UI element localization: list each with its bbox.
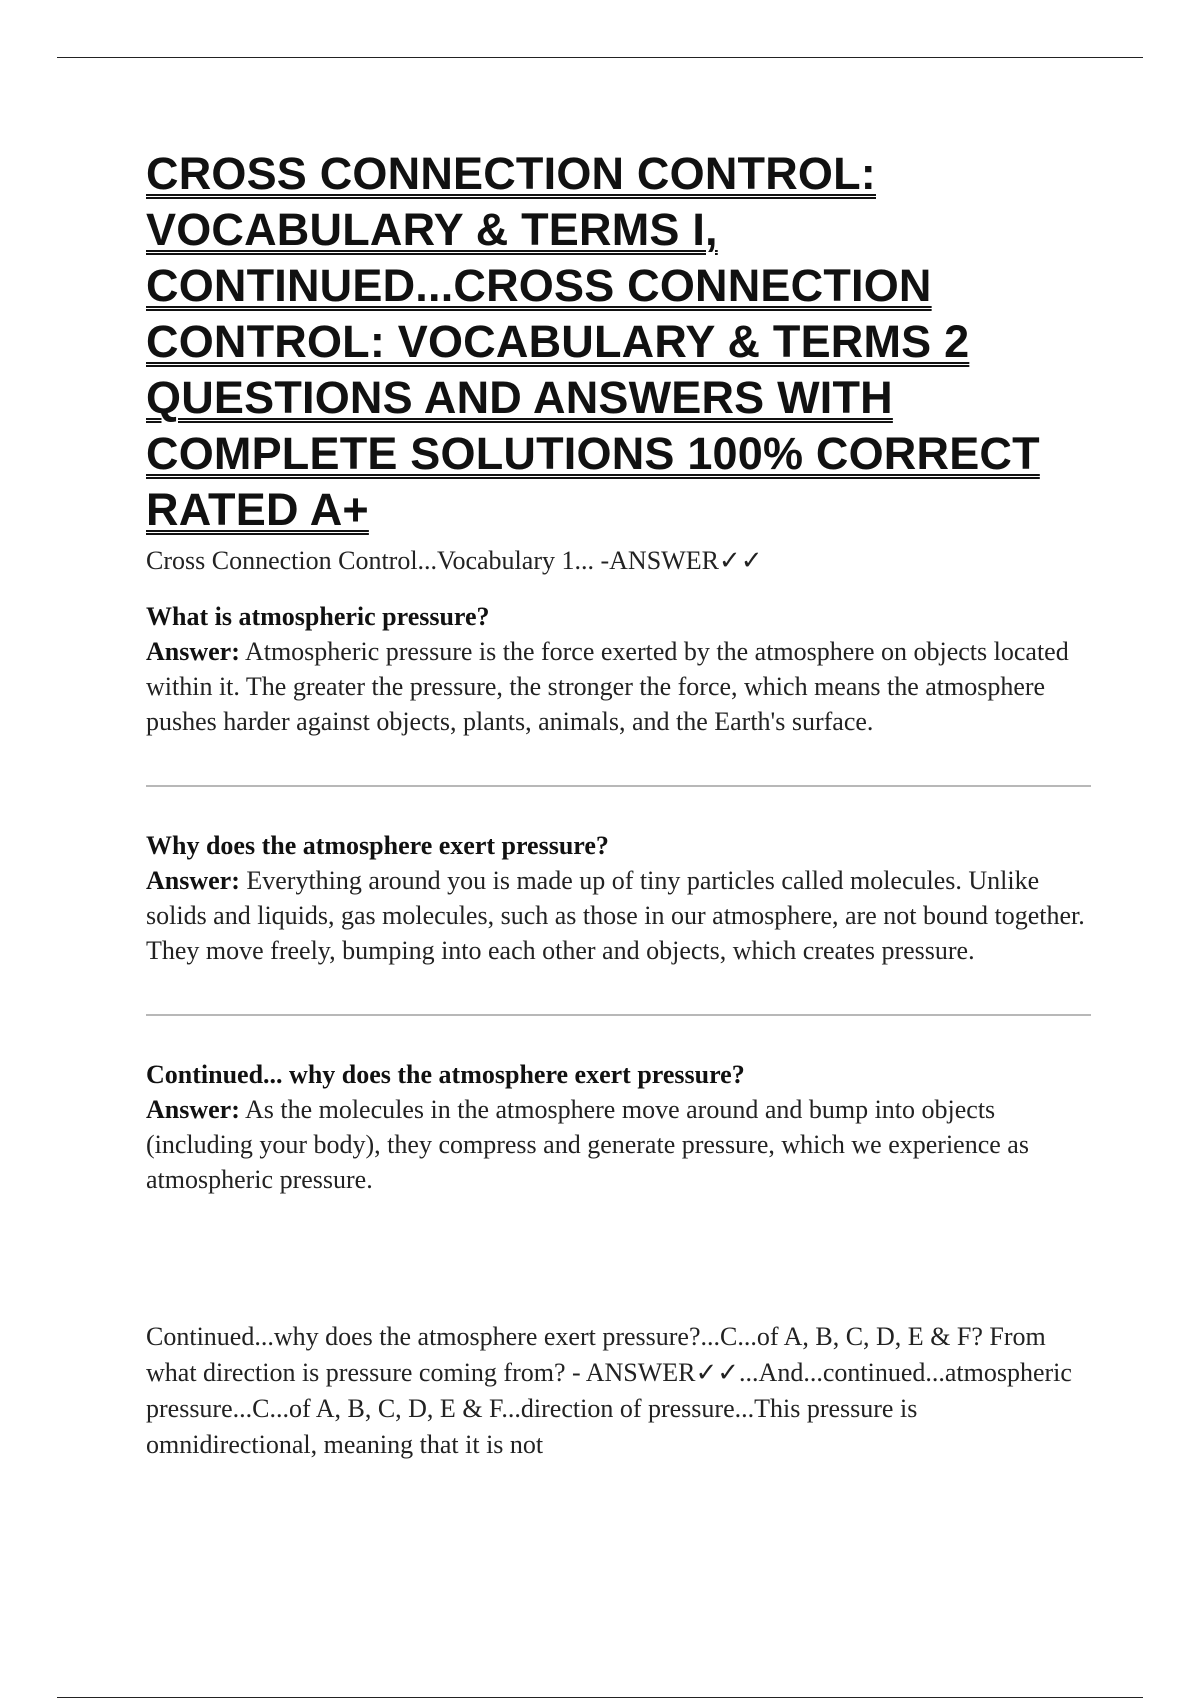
top-page-rule xyxy=(57,57,1143,58)
qa-question: What is atmospheric pressure? xyxy=(146,602,490,631)
qa-answer xyxy=(146,863,1091,968)
qa-answer-text: As the molecules in the atmosphere move around and bump into objects (including your body), they compress and generate pressure, which we experience as atmospheric pressure. xyxy=(146,1095,1029,1194)
document-body xyxy=(146,146,1091,1489)
qa-question: Why does the atmosphere exert pressure? xyxy=(146,831,609,860)
qa-block xyxy=(146,600,1091,739)
document-title: CROSS CONNECTION CONTROL: VOCABULARY & TERMS I, CONTINUED...CROSS CONNECTION CONTROL: VOCABULARY & TERMS 2 QUESTIONS AND ANSWERS WITH COMPLETE SOLUTIONS 100% CORRECT RATED A+ xyxy=(146,148,1040,535)
closing-paragraph: Continued...why does the atmosphere exert pressure?...C...of A, B, C, D, E & F? From what direction is pressure coming from? - ANSWER✓✓...And...continued...atmospheric pressure...C...of A, B, C, D, E & F...direction of pressure...This pressure is omnidirectional, meaning that it is not xyxy=(146,1322,1072,1459)
qa-answer xyxy=(146,1092,1091,1197)
qa-answer-text: Atmospheric pressure is the force exerted by the atmosphere on objects located within it. The greater the pressure, the stronger the force, which means the atmosphere pushes harder against objects, plants, animals, and the Earth's surface. xyxy=(146,637,1069,736)
answer-label: Answer: xyxy=(146,866,240,895)
qa-block xyxy=(146,1058,1091,1197)
intro-line: Cross Connection Control...Vocabulary 1... -ANSWER✓✓ xyxy=(146,546,763,575)
qa-answer xyxy=(146,634,1091,739)
section-divider xyxy=(146,785,1091,787)
qa-question: Continued... why does the atmosphere exert pressure? xyxy=(146,1060,745,1089)
qa-answer-text: Everything around you is made up of tiny particles called molecules. Unlike solids and liquids, gas molecules, such as those in our atmosphere, are not bound together. They move freely, bumping into each other and objects, which creates pressure. xyxy=(146,866,1085,965)
qa-block xyxy=(146,829,1091,968)
answer-label: Answer: xyxy=(146,1095,240,1124)
section-divider xyxy=(146,1014,1091,1016)
answer-label: Answer: xyxy=(146,637,240,666)
bottom-page-rule xyxy=(57,1697,1143,1698)
